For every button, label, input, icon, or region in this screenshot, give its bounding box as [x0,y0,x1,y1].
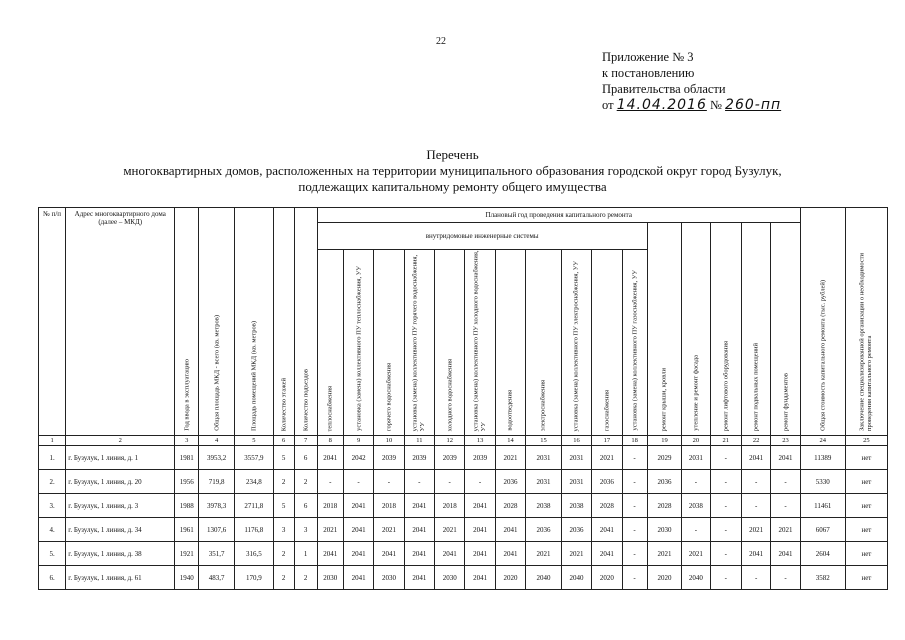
table-cell: 2020 [592,566,622,590]
title-line-3: подлежащих капитальному ремонту общего имущества [298,179,607,194]
table-cell: - [404,470,434,494]
header-col-sewerage: водоотведения [495,249,525,435]
column-number: 18 [622,436,647,446]
table-row [39,446,888,470]
handwritten-number: 260-пп [725,97,782,113]
table-cell: 2041 [592,542,622,566]
table-cell: 2021 [592,446,622,470]
table-cell: 1. [39,446,66,470]
table-cell: 2030 [374,566,404,590]
table-cell: 2031 [526,470,562,494]
table-cell: - [710,518,741,542]
appendix-line-1: Приложение № 3 [602,50,694,64]
table-cell: 2604 [800,542,845,566]
table-cell: - [710,470,741,494]
header-floors: Количество этажей [273,208,294,436]
table-cell: 2030 [647,518,682,542]
page-number: 22 [436,36,446,47]
column-number: 10 [374,436,404,446]
table-cell: 2020 [647,566,682,590]
table-cell: 2041 [435,542,465,566]
table-cell: - [710,446,741,470]
table-cell: - [710,566,741,590]
table-cell: 2021 [561,542,591,566]
table-cell: 170,9 [234,566,273,590]
table-cell: - [622,542,647,566]
table-cell: 2030 [435,566,465,590]
table-cell: 1981 [175,446,199,470]
column-number: 2 [66,436,175,446]
table-row [39,494,888,518]
table-cell: 2029 [647,446,682,470]
header-plan-year: Плановый год проведения капитального ремонта [317,208,800,223]
buildings-table [38,207,888,590]
table-cell: - [710,494,741,518]
table-cell: 2 [273,566,294,590]
table-cell: 6 [294,494,317,518]
table-cell: 2040 [526,566,562,590]
table-cell: 2 [273,470,294,494]
column-number: 8 [317,436,343,446]
table-cell: 2041 [592,518,622,542]
header-engineering: внутридомовые инженерные системы [317,223,647,250]
header-year: Год ввода в эксплуатацию [175,208,199,436]
table-cell: 2021 [495,446,525,470]
table-cell: нет [845,470,887,494]
column-number: 25 [845,436,887,446]
address-cell: г. Бузулук, 1 линия, д. 61 [66,566,175,590]
header-col-cold-water: холодного водоснабжения [435,249,465,435]
column-number: 15 [526,436,562,446]
table-cell: 2030 [317,566,343,590]
table-cell: 5. [39,542,66,566]
column-number: 19 [647,436,682,446]
column-number: 7 [294,436,317,446]
table-cell: - [682,470,710,494]
table-cell: 2711,8 [234,494,273,518]
table-row [39,542,888,566]
table-cell: 2021 [435,518,465,542]
header-col-electricity: электроснабжения [526,249,562,435]
table-cell: 3557,9 [234,446,273,470]
column-number: 23 [771,436,801,446]
table-cell: 2018 [374,494,404,518]
table-cell: 2041 [343,566,373,590]
table-cell: 2. [39,470,66,494]
table-cell: 2028 [495,494,525,518]
table-cell: 6 [294,446,317,470]
table-cell: нет [845,566,887,590]
header-premises-area: Площадь помещений МКД (кв. метров) [234,208,273,436]
column-number: 5 [234,436,273,446]
table-cell: - [622,446,647,470]
table-cell: 2038 [526,494,562,518]
table-cell: 1988 [175,494,199,518]
table-cell: - [741,566,770,590]
handwritten-date: 14.04.2016 [616,97,707,113]
table-cell: 1176,8 [234,518,273,542]
column-number: 4 [199,436,235,446]
table-cell: 2040 [682,566,710,590]
appendix-line-3: Правительства области [602,82,726,96]
appendix-block [602,49,781,113]
table-cell: 2042 [343,446,373,470]
table-cell: 2031 [526,446,562,470]
address-cell: г. Бузулук, 1 линия, д. 1 [66,446,175,470]
table-cell: 2041 [404,566,434,590]
table-cell: - [771,566,801,590]
table-cell: - [682,518,710,542]
table-cell: 2040 [561,566,591,590]
table-cell: 1940 [175,566,199,590]
table-cell: 2041 [495,542,525,566]
table-cell: 1921 [175,542,199,566]
table-cell: 2021 [317,518,343,542]
table-cell: 3582 [800,566,845,590]
table-cell: 11461 [800,494,845,518]
column-numbers-row [39,436,888,446]
table-cell: 2036 [592,470,622,494]
table-cell: нет [845,518,887,542]
header-col-cold-water-meter: установка (замена) коллективного ПУ холодного водоснабжения, УУ [465,249,495,435]
column-number: 16 [561,436,591,446]
table-cell: - [741,494,770,518]
table-row [39,566,888,590]
table-cell: 2036 [526,518,562,542]
title-line-2: многоквартирных домов, расположенных на территории муниципального образования городской округ город Бузулук, [123,163,782,178]
table-cell: 2021 [526,542,562,566]
table-cell: - [622,518,647,542]
column-number: 13 [465,436,495,446]
table-cell: 1 [294,542,317,566]
table-cell: - [622,470,647,494]
table-cell: 2041 [741,446,770,470]
header-col-gas-meter: установка (замена) коллективного ПУ газоснабжения, УУ [622,249,647,435]
header-address: Адрес многоквартирного дома (далее – МКД) [66,208,175,436]
table-cell: 5 [273,446,294,470]
table-cell: 2041 [317,446,343,470]
appendix-date-line [602,97,781,113]
header-col-basement: ремонт подвальных помещений [741,223,770,436]
table-cell: 234,8 [234,470,273,494]
table-cell: 2041 [343,518,373,542]
table-cell: 2038 [561,494,591,518]
table-cell: - [710,542,741,566]
table-cell: 2039 [435,446,465,470]
table-cell: - [741,470,770,494]
table-cell: 2038 [682,494,710,518]
table-cell: 483,7 [199,566,235,590]
table-cell: 2039 [465,446,495,470]
table-cell: 2028 [647,494,682,518]
header-col-hot-water: горячего водоснабжения [374,249,404,435]
header-conclusion: Заключение специализированной организации о необходимости проведения капитального ремонта [845,208,887,436]
column-number: 9 [343,436,373,446]
table-cell: 4. [39,518,66,542]
table-cell: 2041 [465,494,495,518]
table-cell: 3953,2 [199,446,235,470]
table-cell: 2036 [495,470,525,494]
table-cell: 2041 [771,542,801,566]
from-label: от [602,98,614,112]
table-cell: нет [845,494,887,518]
table-cell: 2041 [343,494,373,518]
table-cell: 2041 [465,542,495,566]
column-number: 20 [682,436,710,446]
header-col-roof: ремонт крыши, кровли [647,223,682,436]
column-number: 3 [175,436,199,446]
table-cell: 3. [39,494,66,518]
table-cell: - [465,470,495,494]
header-col-foundation: ремонт фундаментов [771,223,801,436]
column-number: 1 [39,436,66,446]
table-cell: 2021 [771,518,801,542]
table-cell: 719,8 [199,470,235,494]
table-row [39,470,888,494]
document-title [0,147,905,195]
table-cell: 2039 [374,446,404,470]
header-total-area: Общая площадь МКД - всего (кв. метров) [199,208,235,436]
table-cell: 2041 [495,518,525,542]
header-num: № п/п [39,208,66,436]
column-number: 24 [800,436,845,446]
table-cell: 1307,6 [199,518,235,542]
table-cell: 2041 [771,446,801,470]
table-cell: 2036 [647,470,682,494]
table-cell: 5 [273,494,294,518]
table-cell: - [317,470,343,494]
table-cell: 2028 [592,494,622,518]
table-cell: 5330 [800,470,845,494]
table-cell: - [771,494,801,518]
table-cell: 2041 [404,542,434,566]
table-cell: 2041 [374,542,404,566]
table-cell: 2018 [435,494,465,518]
address-cell: г. Бузулук, 1 линия, д. 34 [66,518,175,542]
table-cell: нет [845,446,887,470]
header-col-gas: газоснабжения [592,249,622,435]
title-line-1: Перечень [426,147,479,162]
number-label: № [709,98,722,112]
table-cell: 2 [273,542,294,566]
appendix-line-2: к постановлению [602,66,695,80]
column-number: 22 [741,436,770,446]
header-col-heating: теплоснабжения [317,249,343,435]
table-cell: 3978,3 [199,494,235,518]
table-cell: 2020 [495,566,525,590]
header-entrances: Количество подъездов [294,208,317,436]
table-cell: 2031 [561,446,591,470]
table-cell: 6. [39,566,66,590]
header-col-facade: утепление и ремонт фасада [682,223,710,436]
table-cell: 2041 [741,542,770,566]
table-cell: 3 [294,518,317,542]
table-cell: 351,7 [199,542,235,566]
header-col-elevator: ремонт лифтового оборудования [710,223,741,436]
table-cell: 1961 [175,518,199,542]
table-cell: 2021 [741,518,770,542]
table-cell: 2021 [374,518,404,542]
table-cell: 11389 [800,446,845,470]
table-cell: 2039 [404,446,434,470]
table-cell: 2041 [404,518,434,542]
column-number: 17 [592,436,622,446]
address-cell: г. Бузулук, 1 линия, д. 20 [66,470,175,494]
table-cell: - [622,494,647,518]
table-cell: 2018 [317,494,343,518]
table-cell: 6067 [800,518,845,542]
header-col-electricity-meter: установка (замена) коллективного ПУ электроснабжения, УУ [561,249,591,435]
table-cell: 2021 [682,542,710,566]
column-number: 11 [404,436,434,446]
header-cost: Общая стоимость капитального ремонта (тыс. рублей) [800,208,845,436]
table-cell: - [622,566,647,590]
column-number: 14 [495,436,525,446]
table-cell: 2 [294,566,317,590]
table-cell: 2041 [465,566,495,590]
table-cell: - [771,470,801,494]
table-cell: 2041 [465,518,495,542]
table-cell: 1956 [175,470,199,494]
column-number: 12 [435,436,465,446]
table-cell: 2031 [561,470,591,494]
header-col-hot-water-meter: установка (замена) коллективного ПУ горячего водоснабжения, УУ [404,249,434,435]
table-cell: 2031 [682,446,710,470]
table-cell: 3 [273,518,294,542]
table-row [39,518,888,542]
table-cell: 2041 [343,542,373,566]
column-number: 6 [273,436,294,446]
table-cell: - [343,470,373,494]
address-cell: г. Бузулук, 1 линия, д. 3 [66,494,175,518]
table-cell: 2041 [317,542,343,566]
table-cell: 2041 [404,494,434,518]
column-number: 21 [710,436,741,446]
table-cell: 2036 [561,518,591,542]
header-col-heating-meter: установка (замена) коллективного ПУ теплоснабжения, УУ [343,249,373,435]
table-cell: 316,5 [234,542,273,566]
table-cell: - [435,470,465,494]
table-cell: нет [845,542,887,566]
address-cell: г. Бузулук, 1 линия, д. 38 [66,542,175,566]
table-cell: 2021 [647,542,682,566]
table-cell: - [374,470,404,494]
table-cell: 2 [294,470,317,494]
